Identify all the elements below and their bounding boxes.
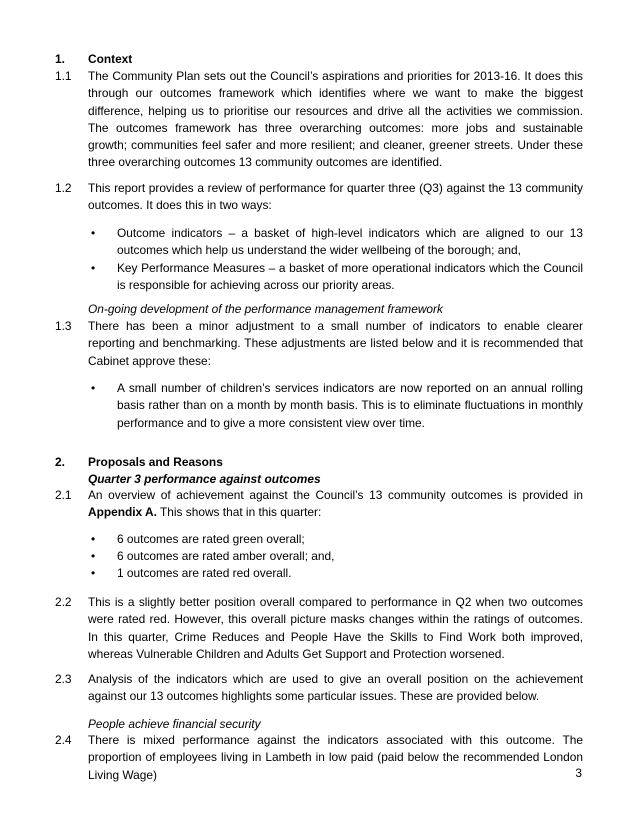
bullet-icon: •	[91, 381, 96, 395]
appendix-reference: Appendix A.	[88, 505, 157, 520]
paragraph-number: 1.3	[55, 319, 72, 333]
subheading: On-going development of the performance management framework	[88, 302, 443, 316]
text-run: An overview of achievement against the Council’s 13 community outcomes is provided in	[88, 488, 583, 502]
bullet-icon: •	[91, 549, 96, 563]
paragraph-text: This is a slightly better position overall compared to performance in Q2 when two outcomes were rated red. However, this overall picture masks changes within the ratings of outcomes. In this quarter, Crime Reduces and People Have the Skills to Find Work both improved, whereas Vulnerable Children and Adults Get Support and Protection worsened.	[88, 595, 583, 661]
list-item-text: 1 outcomes are rated red overall.	[117, 566, 292, 580]
list-item-text: Key Performance Measures – a basket of more operational indicators which the Council is responsible for achieving across our priority areas.	[117, 261, 583, 293]
paragraph-number: 2.3	[55, 672, 72, 686]
subheading: Quarter 3 performance against outcomes	[88, 472, 321, 486]
section-heading: Context	[88, 52, 133, 66]
list-item-text: 6 outcomes are rated amber overall; and,	[117, 549, 335, 563]
paragraph-text: This report provides a review of performance for quarter three (Q3) against the 13 community outcomes. It does this in two ways:	[88, 181, 583, 213]
paragraph-number: 2.2	[55, 595, 72, 609]
list-item-text: 6 outcomes are rated green overall;	[117, 532, 305, 546]
paragraph-number: 2.1	[55, 488, 72, 502]
bullet-icon: •	[91, 532, 96, 546]
list-item-text: Outcome indicators – a basket of high-level indicators which are aligned to our 13 outcomes which help us understand the wider wellbeing of the borough; and,	[117, 226, 583, 258]
page-number: 3	[575, 766, 582, 780]
paragraph-number: 1.1	[55, 69, 72, 83]
bullet-icon: •	[91, 566, 96, 580]
paragraph-number: 2.4	[55, 733, 72, 747]
paragraph-text: There has been a minor adjustment to a small number of indicators to enable clearer reporting and benchmarking. These adjustments are listed below and it is recommended that Cabinet approve these:	[88, 319, 583, 368]
section-number: 1.	[55, 52, 65, 66]
section-heading: Proposals and Reasons	[88, 455, 223, 469]
paragraph-text: Analysis of the indicators which are used to give an overall position on the achievement against our 13 outcomes highlights some particular issues. These are provided below.	[88, 672, 583, 704]
bullet-icon: •	[91, 261, 96, 275]
paragraph-text: The Community Plan sets out the Council’s aspirations and priorities for 2013-16. It does this through our outcomes framework which identifies where we want to make the biggest difference, helping us to prioritise our resources and drive all the activities we commission. The outcomes framework has three overarching outcomes: more jobs and sustainable growth; communities feel safer and more resilient; and cleaner, greener streets. Under these three overarching outcomes 13 community outcomes are identified.	[88, 69, 583, 170]
list-item-text: A small number of children’s services indicators are now reported on an annual rolling basis rather than on a month by month basis. This is to eliminate fluctuations in monthly performance and to give a more consistent view over time.	[117, 381, 583, 430]
bullet-icon: •	[91, 226, 96, 240]
subheading: People achieve financial security	[88, 717, 261, 731]
text-run: This shows that in this quarter:	[156, 505, 322, 520]
paragraph-number: 1.2	[55, 181, 72, 195]
section-number: 2.	[55, 455, 65, 469]
paragraph-text: There is mixed performance against the indicators associated with this outcome. The proportion of employees living in Lambeth in low paid (paid below the recommended London Living Wage)	[88, 733, 583, 782]
paragraph-text	[88, 487, 583, 522]
